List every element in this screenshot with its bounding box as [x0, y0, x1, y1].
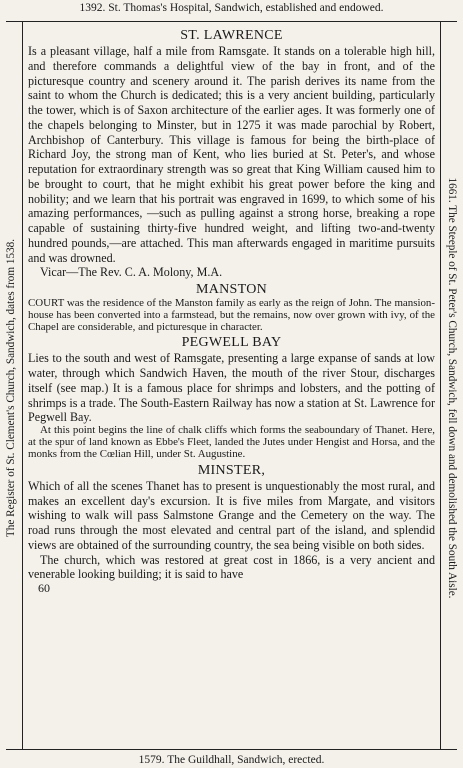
minster-text: Which of all the scenes Thanet has to present is unquestionably the most rural, and makes an excellent day's excursion. It is five miles from Margate, and visitors wishing to walk will pass Salmstone Grange and the Cemetery on the way. The road runs through the most elevated and central part of the island, and splendid views are obtained of the surrounding country, the sea being visible on both sides.	[28, 478, 435, 552]
section-title-pegwell-bay: PEGWELL BAY	[181, 335, 282, 351]
running-header: 1392. St. Thomas's Hospital, Sandwich, established and endowed.	[79, 2, 384, 14]
page-body	[28, 26, 435, 746]
left-margin-note: The Register of St. Clement's Church, Sandwich, dates from 1538.	[5, 238, 17, 538]
minster-text-2: The church, which was restored at great cost in 1866, is a very ancient and venerable looking building; it is said to have	[28, 552, 435, 582]
page-number: 60	[38, 581, 50, 596]
footer-rule	[6, 749, 457, 750]
st-lawrence-text: Is a pleasant village, half a mile from Ramsgate. It stands on a tolerable high hill, and therefore commands a delightful view of the bay in front, and of the picturesque country and scenery around it. The parish derives its name from the saint to whom the Church is dedicated; this is a very ancient building, particularly the tower, which is of Saxon architecture of the earlier ages. It was formerly one of the chapels belonging to Minster, but in 1275 it was made parochial by Robert, Archbishop of Canterbury. This village is famous for being the birth-place of Richard Joy, the strong man of Kent, who lies buried at St. Peter's, and whose reputation for extraordinary strength was so great that King William caused him to be brought to court, that he might exhibit his great power before the king and nobility; and we learn that his portrait was engraved in 1699, to which some of his amazing performances, —such as pulling against a strong horse, breaking a rope capable of sustaining thirty-five hundred weight, and lifting two-and-twenty hundred pounds,—are attached. This man afterwards engaged in maritime pursuits and was drowned.	[28, 44, 435, 265]
left-rule	[22, 22, 23, 750]
right-rule	[440, 22, 441, 750]
pegwell-bay-text: Lies to the south and west of Ramsgate, presenting a large expanse of sands at low water, through which Sandwich Haven, the mouth of the river Stour, discharges itself (see map.) It is a famous place for shrimps and lobsters, and the potting of shrimps is a trade. The South-Eastern Railway has now a station at St. Lawrence for Pegwell Bay.	[28, 351, 435, 425]
section-title-manston: MANSTON	[195, 281, 268, 297]
vicar-line: Vicar—The Rev. C. A. Molony, M.A.	[40, 265, 223, 280]
section-title-minster: MINSTER,	[197, 462, 266, 478]
manston-text: COURT was the residence of the Manston family as early as the reign of John. The mansion-house has been converted into a farmstead, but the remains, now over grown with ivy, of the Chapel are considerable, and picturesque in character.	[28, 296, 435, 333]
pegwell-bay-note: At this point begins the line of chalk cliffs which forms the seaboundary of Thanet. Here, at the spur of land known as Ebbe's Fleet, landed the Jutes under Hengist and Horsa, and the monks from the Cœlian Hill, under St. Augustine.	[28, 424, 435, 461]
right-margin-note: 1661. The Steeple of St. Peter's Church, Sandwich, fell down and demolished the South Aisle.	[446, 177, 458, 599]
running-footer: 1579. The Guildhall, Sandwich, erected.	[138, 754, 325, 766]
header-rule	[6, 21, 457, 22]
section-title-st-lawrence: ST. LAWRENCE	[180, 28, 283, 43]
